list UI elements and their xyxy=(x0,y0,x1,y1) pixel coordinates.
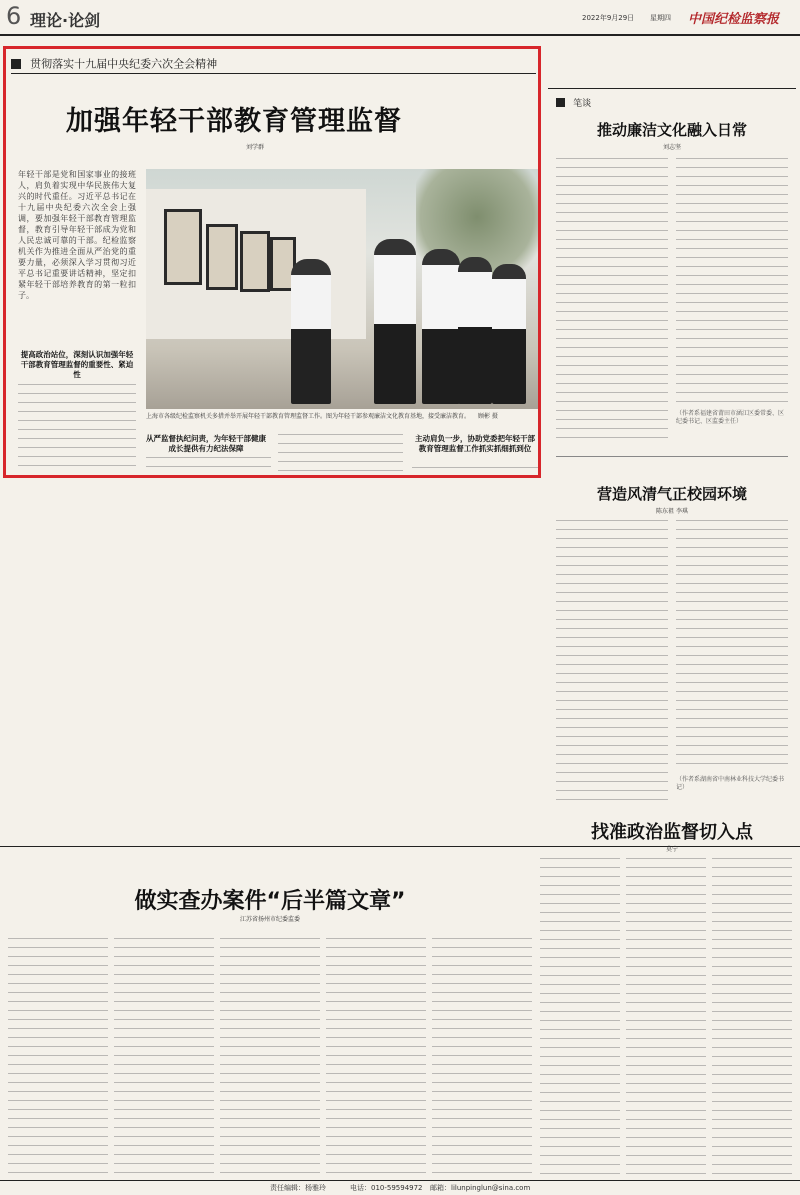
article-author: 刘学群 xyxy=(246,144,265,151)
tag-icon xyxy=(11,59,21,69)
bottom-right-col2 xyxy=(626,858,706,1176)
sidebar-article2-col1 xyxy=(556,520,668,800)
footer-editor: 责任编辑：杨雅玲 xyxy=(270,1184,326,1192)
sidebar-article2-title: 营造风清气正校园环境 xyxy=(596,485,747,503)
bottom-left-title: 做实查办案件“后半篇文章” xyxy=(134,889,406,914)
bottom-left-author: 江苏省扬州市纪委监委 xyxy=(239,916,300,923)
bottom-right-title: 找准政治监督切入点 xyxy=(591,822,753,843)
body-col-1 xyxy=(18,384,136,474)
caption-credit: 顾彬 摄 xyxy=(477,413,498,420)
sidebar xyxy=(548,46,796,482)
sidebar-article1-note: （作者系福建省莆田市涵江区委常委、区纪委书记、区监委主任） xyxy=(676,410,785,425)
footer-phone: 电话：010-59594972 xyxy=(350,1184,423,1192)
caption-text: 上海市各级纪检监察机关多措并举开展年轻干部教育管理监督工作。图为年轻干部参观廉洁文化教育基地，接受廉洁教育。 xyxy=(146,413,471,420)
subhead-2: 从严监督执纪问责，为年轻干部健康成长提供有力纪法保障 xyxy=(146,434,266,453)
body-col-4 xyxy=(412,467,538,475)
tag-rule xyxy=(11,73,536,74)
footer-rule xyxy=(0,1180,800,1181)
subhead-1: 提高政治站位，深刻认识加强年轻干部教育管理监督的重要性、紧迫性 xyxy=(20,350,134,379)
bottom-right-col3 xyxy=(712,858,792,1176)
bottom-right-col1 xyxy=(540,858,620,1176)
person-2 xyxy=(374,239,416,404)
footer-email: 邮箱：lilunpinglun@sina.com xyxy=(430,1184,531,1192)
frame-1 xyxy=(164,209,202,285)
sidebar-article1-title: 推动廉洁文化融入日常 xyxy=(596,121,747,139)
sidebar-article2-author: 陈东祖 李琪 xyxy=(656,508,688,515)
highlighted-article[interactable] xyxy=(3,46,541,478)
column-label: 笔谈 xyxy=(556,92,591,111)
person-3 xyxy=(422,249,460,404)
sidebar-article1-author: 刘志坚 xyxy=(662,144,681,151)
frame-3 xyxy=(240,231,270,292)
sidebar-top-rule xyxy=(548,88,796,89)
header-rule xyxy=(0,34,800,36)
person-1 xyxy=(291,259,331,404)
sidebar-article1-col1 xyxy=(556,158,668,438)
tag-bar xyxy=(11,53,311,71)
page-number: 6 xyxy=(6,2,22,30)
bottom-left-col3 xyxy=(220,938,320,1178)
person-4 xyxy=(458,257,492,404)
sidebar-divider xyxy=(556,456,788,457)
sidebar-article2-note: （作者系湖南省中南林业科技大学纪委书记） xyxy=(676,776,785,791)
bottom-left-col4 xyxy=(326,938,426,1178)
body-col-3 xyxy=(278,434,403,474)
photo-caption xyxy=(146,413,538,421)
sidebar-article1-col2 xyxy=(676,158,788,408)
article-title: 加强年轻干部教育管理监督 xyxy=(66,106,402,137)
bottom-left-col5 xyxy=(432,938,532,1178)
subhead-3: 主动肩负一步，协助党委把年轻干部教育管理监督工作抓实抓细抓到位 xyxy=(415,434,535,453)
sidebar-article2-col2 xyxy=(676,520,788,770)
pen-icon xyxy=(556,98,565,107)
intro-paragraph: 年轻干部是党和国家事业的接班人，肩负着实现中华民族伟大复兴的时代重任。习近平总书记在十九届中央纪委六次全会上强调，要加强年轻干部教育管理监督，教育引导年轻干部成为党和人民忠诚可靠的干部。纪检监察机关作为推进全面从严治党的重要力量，必须深入学习贯彻习近平总书记重要讲话精神，坚定扣紧年轻干部培养教育的第一粒扣子。 xyxy=(18,170,136,300)
header-weekday: 星期四 xyxy=(650,14,671,22)
article-photo xyxy=(146,169,538,409)
tag-text: 贯彻落实十九届中央纪委六次全会精神 xyxy=(30,57,218,71)
bottom-right-author: 莫宁 xyxy=(665,846,678,853)
bottom-left-col2 xyxy=(114,938,214,1178)
section-title: 理论·论剑 xyxy=(30,11,101,30)
body-col-2 xyxy=(146,457,271,475)
person-5 xyxy=(492,264,526,404)
newspaper-name: 中国纪检监察报 xyxy=(688,12,780,27)
header-date: 2022年9月29日 xyxy=(582,14,635,22)
frame-2 xyxy=(206,224,238,290)
bottom-left-col1 xyxy=(8,938,108,1178)
